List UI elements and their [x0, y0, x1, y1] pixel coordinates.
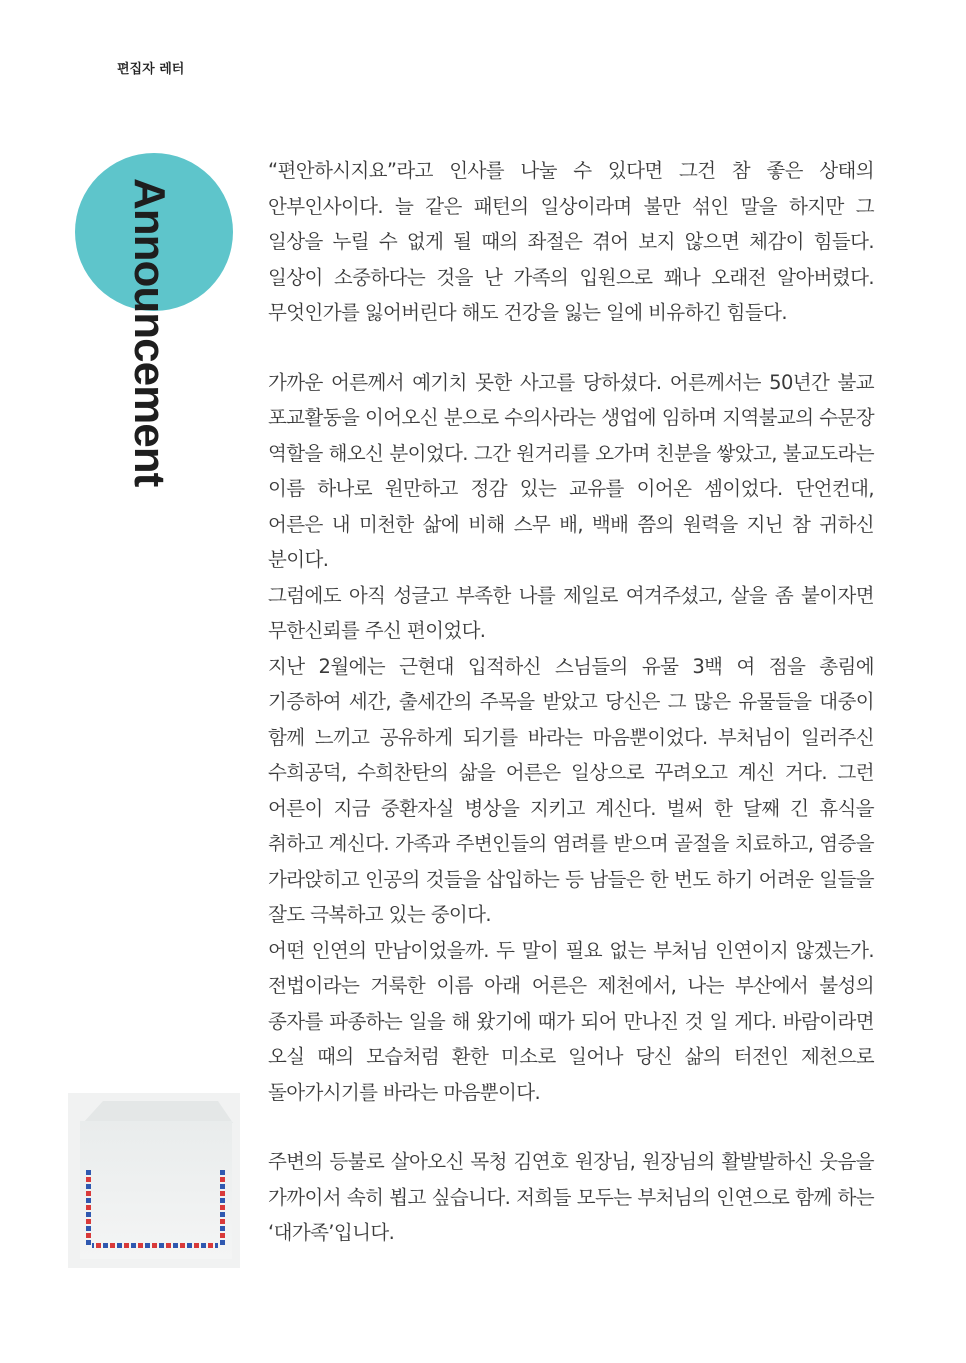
- paragraph-6: 주변의 등불로 살아오신 목청 김연호 원장님, 원장님의 활발발하신 웃음을 가까이서 속히 뵙고 싶습니다. 저희들 모두는 부처님의 인연으로 함께 하는 ‘대가족’입니다.: [268, 1150, 874, 1244]
- paragraph-5: 어떤 인연의 만남이었을까. 두 말이 필요 없는 부처님 인연이지 않겠는가. 전법이라는 거룩한 이름 아래 어른은 제천에서, 나는 부산에서 불성의 종자를 파종하는 일을 해 왔기에 때가 되어 만나진 것 일 게다. 바람이라면 오실 때의 모습처럼 환한 미소로 일어나 당신 삶의 터전인 제천으로 돌아가시기를 바라는 마음뿐이다.: [268, 938, 874, 1104]
- airmail-envelope-icon: [68, 1093, 240, 1268]
- paragraph-2: 가까운 어른께서 예기치 못한 사고를 당하셨다. 어른께서는 50년간 불교 포교활동을 이어오신 분으로 수의사라는 생업에 임하며 지역불교의 수문장 역할을 해오신 분이었다. 그간 원거리를 오가며 친분을 쌓았고, 불교도라는 이름 하나로 원만하고 정감 있는 교유를 이어온 셈이었다. 단언컨대, 어른은 내 미천한 삶에 비해 스무 배, 백배 쯤의 원력을 지닌 참 귀하신 분이다.: [268, 370, 874, 571]
- letter-body: [268, 153, 874, 1251]
- announcement-title: Announcement: [125, 178, 174, 487]
- paragraph-3: 그럼에도 아직 성글고 부족한 나를 제일로 여겨주셨고, 살을 좀 붙이자면 무한신뢰를 주신 편이었다.: [268, 583, 874, 642]
- paragraph-4: 지난 2월에는 근현대 입적하신 스님들의 유물 3백 여 점을 총림에 기증하여 세간, 출세간의 주목을 받았고 당신은 그 많은 유물들을 대중이 함께 느끼고 공유하게 되기를 바라는 마음뿐이었다. 부처님이 일러주신 수희공덕, 수희찬탄의 삶을 어른은 일상으로 꾸려오고 계신 거다. 그런 어른이 지금 중환자실 병상을 지키고 계신다. 벌써 한 달째 긴 휴식을 취하고 계신다. 가족과 주변인들의 염려를 받으며 골절을 치료하고, 염증을 가라앉히고 인공의 것들을 삽입하는 등 남들은 한 번도 하기 어려운 일들을 잘도 극복하고 있는 중이다.: [268, 654, 874, 926]
- section-label: 편집자 레터: [117, 62, 185, 77]
- paragraph-1: “편안하시지요”라고 인사를 나눌 수 있다면 그건 참 좋은 상태의 안부인사이다. 늘 같은 패턴의 일상이라며 불만 섞인 말을 하지만 그 일상을 누릴 수 없게 될 때의 좌절은 겪어 보지 않으면 체감이 힘들다. 일상이 소중하다는 것을 난 가족의 입원으로 꽤나 오래전 알아버렸다. 무엇인가를 잃어버린다 해도 건강을 잃는 일에 비유하긴 힘들다.: [268, 159, 874, 324]
